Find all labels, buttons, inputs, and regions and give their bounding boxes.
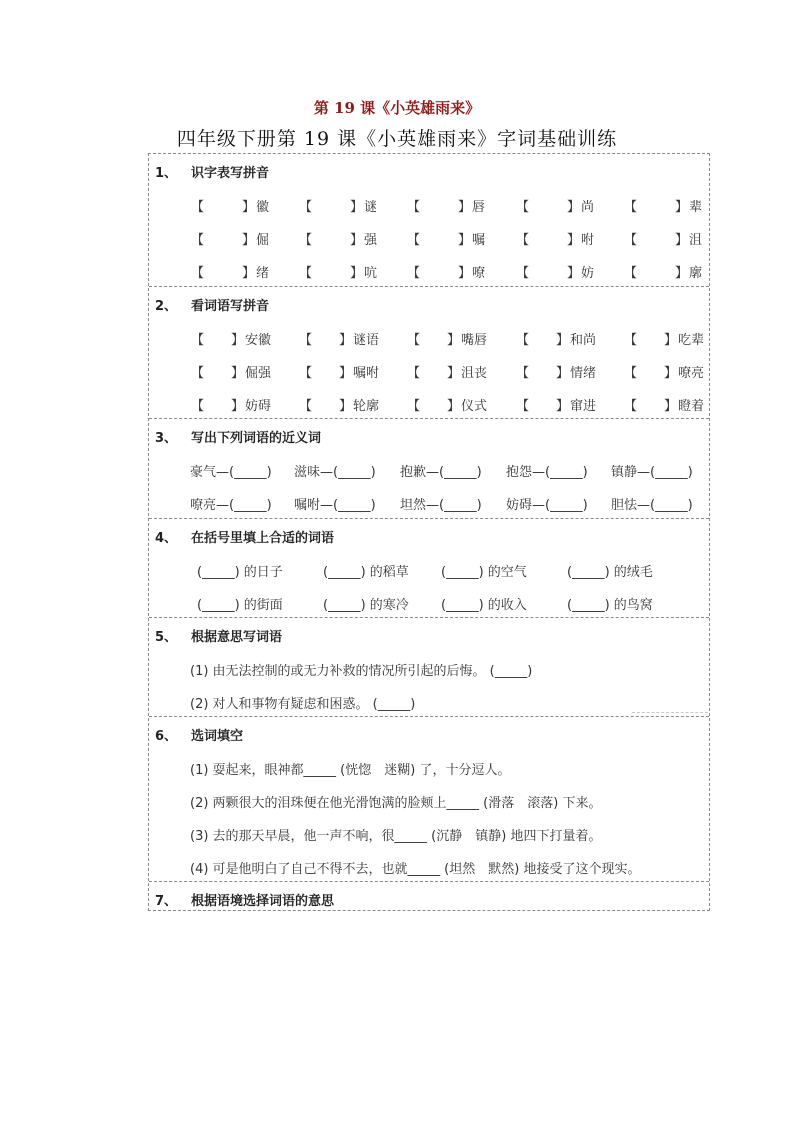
- question-text: (2) 对人和事物有疑虑和困惑。 (_____): [190, 697, 416, 712]
- synonym-row: [149, 494, 709, 514]
- bracket-close: 】: [556, 333, 570, 348]
- synonym-item: 坦然—(_____): [400, 498, 482, 513]
- section-title: 识字表写拼音: [191, 166, 270, 181]
- bracket-close: 】: [350, 233, 364, 248]
- bracket-close: 】: [447, 399, 461, 414]
- section-number: 5、: [155, 630, 178, 645]
- word: 倔强: [245, 366, 272, 381]
- bracket-close: 】: [556, 399, 570, 414]
- sentence-row: [149, 759, 709, 779]
- sentence-row: [149, 693, 709, 713]
- pinyin-row: [149, 229, 709, 249]
- character: 廓: [689, 266, 703, 281]
- section-number: 4、: [155, 531, 178, 546]
- character: 徽: [256, 200, 270, 215]
- synonym-item: 胆怯—(_____): [611, 498, 693, 513]
- bracket-close: 】: [458, 266, 472, 281]
- word: 嘴唇: [461, 333, 488, 348]
- character: 沮: [689, 233, 703, 248]
- fill-phrase: (_____) 的绒毛: [567, 565, 653, 580]
- question-text: (1) 由无法控制的或无力补救的情况所引起的后悔。 (_____): [190, 664, 533, 679]
- section-title: 根据意思写词语: [191, 630, 283, 645]
- sentence-row: [149, 825, 709, 845]
- character: 咐: [581, 233, 595, 248]
- fill-phrase: (_____) 的街面: [197, 598, 283, 613]
- pinyin-row: [149, 362, 709, 382]
- bracket-open: 【: [624, 266, 638, 281]
- fill-phrase: (_____) 的收入: [441, 598, 527, 613]
- bracket-open: 【: [407, 200, 421, 215]
- bracket-close: 】: [567, 266, 581, 281]
- bracket-open: 【: [407, 266, 421, 281]
- section-4: [149, 518, 709, 617]
- pinyin-row: [149, 262, 709, 282]
- fill-phrase: (_____) 的空气: [441, 565, 527, 580]
- bracket-close: 】: [242, 200, 256, 215]
- bracket-close: 】: [339, 366, 353, 381]
- bracket-close: 】: [231, 333, 245, 348]
- phrase-row: [149, 594, 709, 614]
- section-title: 选词填空: [191, 729, 244, 744]
- character: 辈: [689, 200, 703, 215]
- character: 谜: [364, 200, 378, 215]
- character: 嘱: [472, 233, 486, 248]
- bracket-open: 【: [191, 200, 205, 215]
- bracket-close: 】: [447, 333, 461, 348]
- bracket-close: 】: [458, 200, 472, 215]
- bracket-close: 】: [567, 200, 581, 215]
- bracket-close: 】: [242, 233, 256, 248]
- lesson-heading: 第 19 课《小英雄雨来》: [313, 99, 481, 117]
- character: 妨: [581, 266, 595, 281]
- character: 嘹: [472, 266, 486, 281]
- bracket-open: 【: [299, 399, 313, 414]
- fill-phrase: (_____) 的稻草: [323, 565, 409, 580]
- bracket-open: 【: [624, 200, 638, 215]
- bracket-open: 【: [299, 200, 313, 215]
- bracket-open: 【: [407, 399, 421, 414]
- section-2: [149, 286, 709, 418]
- pinyin-row: [149, 329, 709, 349]
- question-text: (4) 可是他明白了自己不得不去，也就_____ (坦然 默然) 地接受了这个现实。: [190, 862, 641, 877]
- synonym-item: 嘱咐—(_____): [294, 498, 376, 513]
- section-heading: [155, 527, 334, 546]
- word: 吃辈: [678, 333, 705, 348]
- word: 妨碍: [245, 399, 272, 414]
- bracket-open: 【: [191, 366, 205, 381]
- section-title: 看词语写拼音: [191, 299, 270, 314]
- character: 强: [364, 233, 378, 248]
- character: 倔: [256, 233, 270, 248]
- section-7: [149, 881, 709, 912]
- sentence-row: [149, 660, 709, 680]
- section-heading: [155, 725, 243, 744]
- bracket-open: 【: [191, 266, 205, 281]
- character: 绪: [256, 266, 270, 281]
- bracket-open: 【: [407, 233, 421, 248]
- section-3: [149, 418, 709, 518]
- fill-phrase: (_____) 的日子: [197, 565, 283, 580]
- bracket-close: 】: [664, 366, 678, 381]
- synonym-item: 抱歉—(_____): [400, 465, 482, 480]
- worksheet-table: [148, 153, 710, 911]
- bracket-open: 【: [191, 333, 205, 348]
- pinyin-row: [149, 395, 709, 415]
- word: 轮廓: [353, 399, 380, 414]
- phrase-row: [149, 561, 709, 581]
- bracket-close: 】: [664, 333, 678, 348]
- section-title: 根据语境选择词语的意思: [191, 894, 335, 909]
- bracket-close: 】: [350, 266, 364, 281]
- bracket-open: 【: [299, 333, 313, 348]
- bracket-open: 【: [299, 266, 313, 281]
- bracket-open: 【: [624, 233, 638, 248]
- section-heading: [155, 295, 269, 314]
- word: 瞪着: [678, 399, 705, 414]
- bracket-open: 【: [191, 233, 205, 248]
- section-6: [149, 716, 709, 881]
- bracket-close: 】: [242, 266, 256, 281]
- question-text: (3) 去的那天早晨，他一声不响，很_____ (沉静 镇静) 地四下打量着。: [190, 829, 602, 844]
- fill-phrase: (_____) 的寒冷: [323, 598, 409, 613]
- bracket-open: 【: [624, 366, 638, 381]
- bracket-open: 【: [516, 233, 530, 248]
- word: 嘹亮: [678, 366, 705, 381]
- bracket-open: 【: [299, 366, 313, 381]
- word: 和尚: [570, 333, 597, 348]
- bracket-close: 】: [339, 333, 353, 348]
- bracket-close: 】: [458, 233, 472, 248]
- character: 吭: [364, 266, 378, 281]
- bracket-close: 】: [231, 399, 245, 414]
- bracket-close: 】: [339, 399, 353, 414]
- bracket-close: 】: [664, 399, 678, 414]
- sentence-row: [149, 858, 709, 878]
- word: 安徽: [245, 333, 272, 348]
- bracket-open: 【: [624, 399, 638, 414]
- section-title: 在括号里填上合适的词语: [191, 531, 335, 546]
- synonym-item: 妨碍—(_____): [506, 498, 588, 513]
- word: 窜进: [570, 399, 597, 414]
- bracket-close: 】: [675, 200, 689, 215]
- synonym-item: 镇静—(_____): [611, 465, 693, 480]
- bracket-open: 【: [299, 233, 313, 248]
- question-text: (2) 两颗很大的泪珠便在他光滑饱满的脸颊上_____ (滑落 滚落) 下来。: [190, 796, 602, 811]
- bracket-open: 【: [407, 333, 421, 348]
- character: 唇: [472, 200, 486, 215]
- pinyin-row: [149, 196, 709, 216]
- bracket-open: 【: [516, 366, 530, 381]
- fill-phrase: (_____) 的鸟窝: [567, 598, 653, 613]
- bracket-open: 【: [624, 333, 638, 348]
- word: 谜语: [353, 333, 380, 348]
- section-title: 写出下列词语的近义词: [191, 431, 322, 446]
- faint-divider: [632, 712, 708, 714]
- section-number: 3、: [155, 431, 178, 446]
- bracket-close: 】: [675, 233, 689, 248]
- word: 仪式: [461, 399, 488, 414]
- character: 尚: [581, 200, 595, 215]
- section-number: 7、: [155, 894, 178, 909]
- bracket-open: 【: [407, 366, 421, 381]
- bracket-close: 】: [447, 366, 461, 381]
- bracket-close: 】: [556, 366, 570, 381]
- word: 沮丧: [461, 366, 488, 381]
- section-number: 2、: [155, 299, 178, 314]
- bracket-open: 【: [516, 333, 530, 348]
- bracket-close: 】: [350, 200, 364, 215]
- bracket-open: 【: [516, 399, 530, 414]
- section-heading: [155, 890, 334, 909]
- question-text: (1) 耍起来，眼神都_____ (恍惚 迷糊) 了，十分逗人。: [190, 763, 511, 778]
- section-1: [149, 154, 709, 286]
- bracket-close: 】: [675, 266, 689, 281]
- synonym-row: [149, 461, 709, 481]
- worksheet-title: 四年级下册第 19 课《小英雄雨来》字词基础训练: [176, 128, 618, 150]
- bracket-close: 】: [567, 233, 581, 248]
- bracket-open: 【: [516, 200, 530, 215]
- synonym-item: 滋味—(_____): [294, 465, 376, 480]
- bracket-open: 【: [191, 399, 205, 414]
- synonym-item: 抱怨—(_____): [506, 465, 588, 480]
- section-5: [149, 617, 709, 716]
- sentence-row: [149, 792, 709, 812]
- bracket-close: 】: [231, 366, 245, 381]
- word: 情绪: [570, 366, 597, 381]
- word: 嘱咐: [353, 366, 380, 381]
- section-heading: [155, 427, 321, 446]
- section-number: 1、: [155, 166, 178, 181]
- section-heading: [155, 162, 269, 181]
- section-heading: [155, 626, 282, 645]
- synonym-item: 豪气—(_____): [190, 465, 272, 480]
- bracket-open: 【: [516, 266, 530, 281]
- section-number: 6、: [155, 729, 178, 744]
- synonym-item: 嘹亮—(_____): [190, 498, 272, 513]
